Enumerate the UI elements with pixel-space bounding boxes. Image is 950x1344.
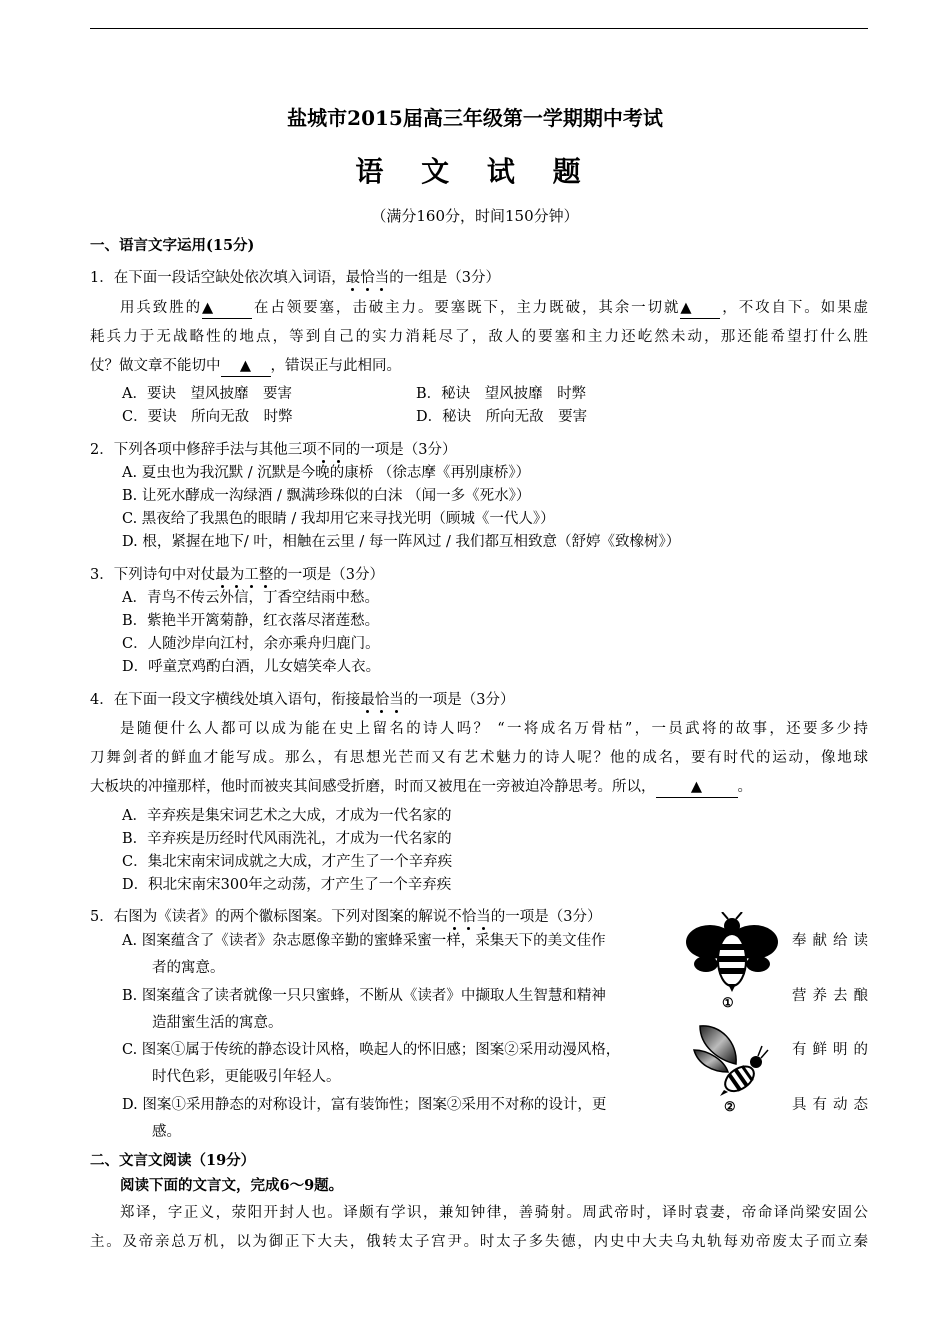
question-5-option-c-right: 有鲜明的: [792, 1042, 868, 1058]
question-5-option-c-line-2: 时代色彩，更能吸引年轻人。: [152, 1069, 341, 1085]
question-4-stem: 4．在下面一段文字横线处填入语句，衔接最恰当的一项是（3分）: [90, 692, 515, 708]
flying-bee-icon: [690, 1020, 770, 1098]
subject-title: 语 文 试 题: [355, 155, 595, 188]
question-2-option-c: C. 黑夜给了我黑色的眼睛 / 我却用它来寻找光明（顾城《一代人》）: [122, 511, 555, 527]
section-heading-1: 一、语言文字运用(15分): [90, 237, 255, 254]
emphasis-mark: 不同: [316, 442, 346, 458]
emphasis-mark: 不恰当: [447, 909, 491, 925]
question-1-text-line-2: 耗兵力于无战略性的地点，等到自己的实力消耗尽了，敌人的要塞和主力还屹然未动，那还能希望打什么胜: [90, 329, 868, 345]
question-2-option-b: B. 让死水酵成一沟绿酒 / 飘满珍珠似的白沫 （闻一多《死水》）: [122, 488, 531, 504]
question-2-option-a: A. 夏虫也为我沉默 / 沉默是今晚的康桥 （徐志摩《再别康桥》）: [122, 465, 531, 481]
question-3-option-a: A．青鸟不传云外信，丁香空结雨中愁。: [122, 590, 379, 606]
exam-title: 盐城市2015届高三年级第一学期期中考试: [287, 106, 663, 130]
question-5-option-a-line-1: A. 图案蕴含了《读者》杂志愿像辛勤的蜜蜂采蜜一样，采集天下的美文佳作: [122, 933, 606, 949]
question-1-stem: 1．在下面一段话空缺处依次填入词语，最恰当的一组是（3分）: [90, 270, 500, 286]
reading-intro: 阅读下面的文言文，完成6～9题。: [120, 1177, 344, 1194]
emphasis-mark: 最为工整: [215, 567, 274, 583]
question-3-option-d: D．呼童烹鸡酌白酒，儿女嬉笑牵人衣。: [122, 659, 381, 675]
question-4-text-line-3: 大板块的冲撞那样，他时而被夹其间感受折磨，时而又被甩在一旁被迫冷静思考。所以， ▲ 。: [90, 777, 752, 798]
question-5-option-b-line-1: B. 图案蕴含了读者就像一只只蜜蜂，不断从《读者》中撷取人生智慧和精神: [122, 988, 606, 1004]
answer-blank-4: ▲: [656, 777, 738, 798]
question-4-option-c: C．集北宋南宋词成就之大成，才产生了一个辛弃疾: [122, 854, 453, 870]
answer-blank-2: ▲: [680, 298, 720, 319]
question-3-stem: 3．下列诗句中对仗最为工整的一项是（3分）: [90, 567, 384, 583]
question-3-option-c: C．人随沙岸向江村，余亦乘舟归鹿门。: [122, 636, 380, 652]
emphasis-mark: 最恰当: [345, 270, 390, 286]
question-5-option-a-line-2: 者的寓意。: [152, 960, 225, 976]
bee-logo-2-figure: [690, 1020, 770, 1098]
question-5-option-b-line-2: 造甜蜜生活的寓意。: [152, 1015, 283, 1031]
question-1-option-d: D．秘诀 所向无敌 要害: [416, 409, 588, 425]
question-5-option-a-right: 奉献给读: [792, 933, 868, 949]
question-4-option-a: A．辛弃疾是集宋词艺术之大成，才成为一代名家的: [122, 808, 452, 824]
bee-logo-1-figure: [684, 912, 780, 994]
question-4-option-d: D．积北宋南宋300年之动荡，才产生了一个辛弃疾: [122, 877, 452, 893]
bee-icon: [684, 912, 780, 994]
question-2-option-d: D. 根，紧握在地下/ 叶，相触在云里 / 每一阵风过 / 我们都互相致意（舒婷《致橡树》）: [122, 534, 681, 550]
answer-blank-1: ▲: [202, 298, 252, 319]
question-4-text-line-1: 是随便什么人都可以成为能在史上留名的诗人吗？ “一将成名万骨枯”，一员武将的故事，还要多少持: [120, 721, 868, 737]
section-heading-2: 二、文言文阅读（19分）: [90, 1152, 256, 1169]
figure-label-1: ①: [722, 996, 734, 1011]
question-5-option-d-right: 具有动态: [792, 1097, 868, 1113]
exam-info: （满分160分，时间150分钟）: [371, 207, 579, 225]
classical-text-line-2: 主。及帝亲总万机，以为御正下大夫，俄转太子宫尹。时太子多失德，内史中大夫乌丸轨每劝帝废太子而立秦: [90, 1234, 868, 1250]
emphasis-mark: 最恰当: [360, 692, 404, 708]
question-4-text-line-2: 刀舞剑者的鲜血才能写成。那么，有思想光芒而又有艺术魅力的诗人呢？他的成名，要有时代的运动，像地球: [90, 750, 868, 766]
question-1-option-b: B．秘诀 望风披靡 时弊: [416, 386, 587, 402]
top-rule: [90, 28, 868, 29]
question-2-stem: 2．下列各项中修辞手法与其他三项不同的一项是（3分）: [90, 442, 457, 458]
question-5-option-d-line-1: D. 图案①采用静态的对称设计，富有装饰性；图案②采用不对称的设计，更: [122, 1097, 607, 1113]
question-1-option-a: A．要诀 望风披靡 要害: [122, 386, 292, 402]
question-5-option-c-line-1: C. 图案①属于传统的静态设计风格，唤起人的怀旧感；图案②采用动漫风格，: [122, 1042, 621, 1058]
classical-text-line-1: 郑译，字正义，荥阳开封人也。译颇有学识，兼知钟律，善骑射。周武帝时，译时袁妻，帝命译尚梁安固公: [120, 1205, 868, 1221]
question-5-stem: 5．右图为《读者》的两个徽标图案。下列对图案的解说不恰当的一项是（3分）: [90, 909, 602, 925]
question-1-text-line-3: 仗？做文章不能切中 ▲ ，错误正与此相同。: [90, 356, 401, 377]
answer-blank-3: ▲: [221, 356, 271, 377]
question-5-option-b-right: 营养去酿: [792, 988, 868, 1004]
question-5-option-d-line-2: 感。: [152, 1124, 181, 1140]
question-1-text-line-1: 用兵致胜的▲ 在占领要塞，击破主力。要塞既下，主力既破，其余一切就▲ ，不攻自下。如果虚: [120, 298, 868, 319]
question-4-option-b: B．辛弃疾是历经时代风雨洗礼，才成为一代名家的: [122, 831, 452, 847]
figure-label-2: ②: [724, 1100, 736, 1115]
question-1-option-c: C．要诀 所向无敌 时弊: [122, 409, 293, 425]
question-3-option-b: B．紫艳半开篱菊静，红衣落尽渚莲愁。: [122, 613, 380, 629]
